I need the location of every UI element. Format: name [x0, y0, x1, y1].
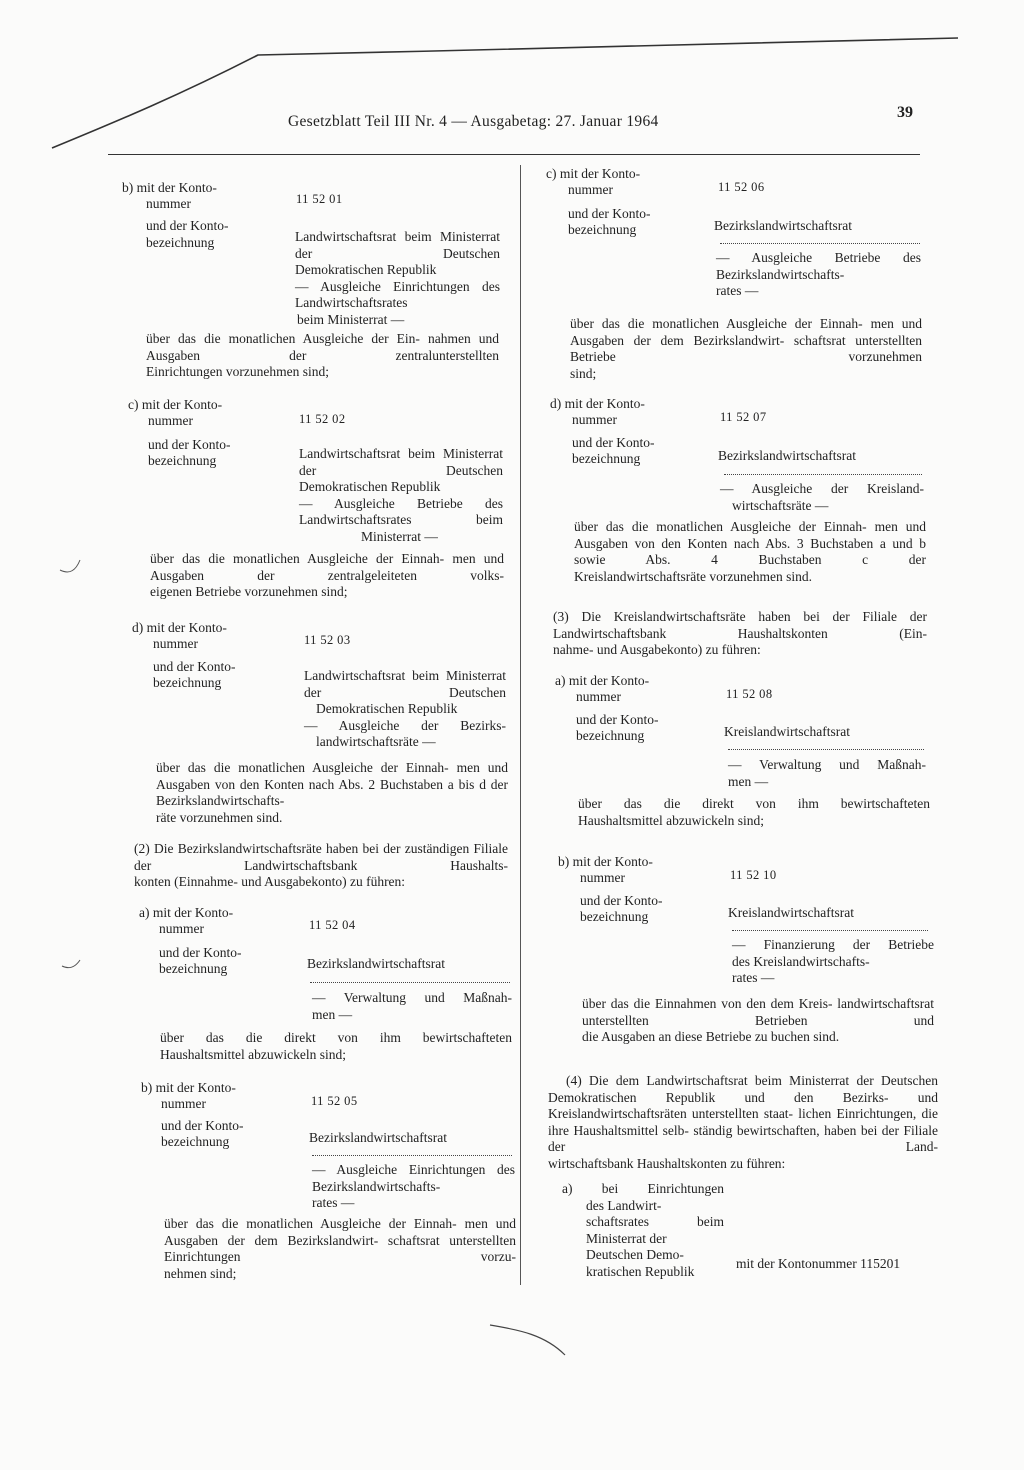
- entry-marker: c) mit der Konto-: [546, 166, 641, 181]
- dotted-placeholder: [310, 982, 510, 983]
- dotted-placeholder: [724, 474, 922, 475]
- entry-label: und der Konto-: [153, 659, 236, 674]
- purpose-text: über das die monatlichen Ausgleiche der Einnah- men und Ausgaben der dem Bezirkslandwirt- schaftsrat unterstellten Einrichtungen vorzu- nehmen sind;: [164, 1216, 517, 1281]
- account-designation: Landwirtschaftsrat beim Ministerrat der Deutschen Demokratischen Republik — Ausgleiche Einrichtungen des Landwirtschaftsrates beim Ministerrat —: [295, 229, 500, 327]
- entry-label: bezeichnung: [576, 728, 645, 743]
- entry-label: nummer: [576, 689, 621, 704]
- entry-label: und der Konto-: [146, 218, 229, 233]
- account-designation-detail: — Ausgleiche Betriebe des Bezirkslandwirtschafts- rates —: [716, 250, 921, 299]
- entry-marker: c) mit der Konto-: [128, 397, 223, 412]
- account-designation-detail: — Verwaltung und Maßnah- men —: [728, 757, 926, 789]
- entry-label: bezeichnung: [159, 961, 228, 976]
- entry-label: und der Konto-: [568, 206, 651, 221]
- account-number: 11 52 03: [304, 633, 351, 647]
- dotted-placeholder: [720, 243, 920, 244]
- entry-label: und der Konto-: [161, 1118, 244, 1133]
- entry-label: und der Konto-: [580, 893, 663, 908]
- account-designation-detail: — Ausgleiche Einrichtungen des Bezirkslandwirtschafts- rates —: [312, 1162, 516, 1211]
- account-designation: Kreislandwirtschaftsrat: [728, 905, 854, 920]
- account-designation: Bezirkslandwirtschaftsrat: [714, 218, 852, 233]
- account-designation-detail: — Verwaltung und Maßnah- men —: [312, 990, 512, 1022]
- paragraph-2: (2) Die Bezirkslandwirtschaftsräte haben bei der zuständigen Filiale der Landwirtschaftsbank Haushalts- konten (Einnahme- und Ausgabekonto) zu führen:: [134, 841, 508, 890]
- account-designation: Landwirtschaftsrat beim Ministerrat der Deutschen Demokratischen Republik — Ausgleiche Betriebe des Landwirtschaftsrates beim Ministerrat —: [299, 446, 503, 544]
- account-number-reference: mit der Kontonummer 115201: [736, 1256, 901, 1271]
- dotted-placeholder: [732, 930, 928, 931]
- account-number: 11 52 02: [299, 412, 346, 426]
- entry-label: bezeichnung: [146, 235, 215, 250]
- entry-label: nummer: [580, 870, 625, 885]
- entry-marker: b) mit der Konto-: [558, 854, 653, 869]
- account-designation: Bezirkslandwirtschaftsrat: [309, 1130, 447, 1145]
- entry-marker: a) mit der Konto-: [139, 905, 234, 920]
- purpose-text: über das die monatlichen Ausgleiche der Einnah- men und Ausgaben von den Konten nach Abs. 2 Buchstaben a bis d der Bezirkslandwirtschafts- räte vorzunehmen sind.: [156, 760, 509, 825]
- entry-marker: d) mit der Konto-: [550, 396, 645, 411]
- entry-label: bezeichnung: [580, 909, 649, 924]
- purpose-text: über das die direkt von ihm bewirtschafteten Haushaltsmittel abzuwickeln sind;: [160, 1030, 512, 1062]
- page-header-title: Gesetzblatt Teil III Nr. 4 — Ausgabetag: 27. Januar 1964: [288, 113, 659, 130]
- entry-marker: b) mit der Konto-: [141, 1080, 236, 1095]
- entry-label: nummer: [153, 636, 198, 651]
- entry-label: bezeichnung: [568, 222, 637, 237]
- entry-label: und der Konto-: [148, 437, 231, 452]
- account-number: 11 52 01: [296, 192, 343, 206]
- purpose-text: über das die monatlichen Ausgleiche der Einnah- men und Ausgaben der dem Bezirkslandwirt- schaftsrat unterstellten Betriebe vorzunehmen sind;: [570, 316, 923, 381]
- account-number: 11 52 06: [718, 180, 765, 194]
- account-number: 11 52 08: [726, 687, 773, 701]
- paragraph-4: (4) Die dem Landwirtschaftsrat beim Ministerrat der Deutschen Demokratischen Republik und den Bezirks- und Kreislandwirtschaftsräten unterstellten staat- lichen Einrichtungen, die ihre Haushaltsmittel selb- ständig bewirtschaften, haben bei der Filiale der Land- wirtschaftsbank Haushaltskonten zu führen:: [548, 1073, 939, 1171]
- entry-label: nummer: [572, 412, 617, 427]
- paragraph-3: (3) Die Kreislandwirtschaftsräte haben bei der Filiale der Landwirtschaftsbank Haushaltskonten (Ein- nahme- und Ausgabekonto) zu führen:: [553, 609, 927, 658]
- purpose-text: über das die Einnahmen von den dem Kreis- landwirtschaftsrat unterstellten Betrieben und die Ausgaben an diese Betriebe zu buchen sind.: [582, 996, 934, 1045]
- entry-label: und der Konto-: [572, 435, 655, 450]
- header-rule: [108, 154, 920, 155]
- entry-marker: b) mit der Konto-: [122, 180, 217, 195]
- entry-label: und der Konto-: [576, 712, 659, 727]
- account-designation-detail: — Finanzierung der Betriebe des Kreislandwirtschafts- rates —: [732, 937, 934, 986]
- account-designation-detail: — Ausgleiche der Kreisland- wirtschaftsräte —: [720, 481, 924, 513]
- entry-label: bezeichnung: [572, 451, 641, 466]
- entry-label: nummer: [568, 182, 613, 197]
- account-designation: Bezirkslandwirtschaftsrat: [718, 448, 856, 463]
- entry-label: nummer: [146, 196, 191, 211]
- account-number: 11 52 07: [720, 410, 767, 424]
- account-number: 11 52 10: [730, 868, 777, 882]
- account-number: 11 52 04: [309, 918, 356, 932]
- entry-label: nummer: [161, 1096, 206, 1111]
- purpose-text: über das die monatlichen Ausgleiche der Ein- nahmen und Ausgaben der zentralunterstellten Einrichtungen vorzunehmen sind;: [146, 331, 499, 380]
- establishment-entry: a) bei Einrichtungen des Landwirt- schaftsrates beim Ministerrat der Deutschen Demo- kratischen Republik: [562, 1181, 724, 1279]
- dotted-placeholder: [728, 749, 924, 750]
- purpose-text: über das die monatlichen Ausgleiche der Einnah- men und Ausgaben von den Konten nach Abs. 3 Buchstaben a und b sowie Abs. 4 Buchstaben c der Kreislandwirtschaftsräte vorzunehmen sind.: [574, 519, 927, 584]
- dotted-placeholder: [312, 1155, 512, 1156]
- account-designation: Bezirkslandwirtschaftsrat: [307, 956, 445, 971]
- account-designation: Landwirtschaftsrat beim Ministerrat der Deutschen Demokratischen Republik — Ausgleiche der Bezirks- landwirtschaftsräte —: [304, 668, 506, 750]
- entry-label: nummer: [159, 921, 204, 936]
- account-designation: Kreislandwirtschaftsrat: [724, 724, 850, 739]
- entry-marker: a) mit der Konto-: [555, 673, 650, 688]
- purpose-text: über das die direkt von ihm bewirtschafteten Haushaltsmittel abzuwickeln sind;: [578, 796, 930, 828]
- entry-label: nummer: [148, 413, 193, 428]
- entry-label: und der Konto-: [159, 945, 242, 960]
- entry-marker: d) mit der Konto-: [132, 620, 227, 635]
- account-number: 11 52 05: [311, 1094, 358, 1108]
- entry-label: bezeichnung: [161, 1134, 230, 1149]
- purpose-text: über das die monatlichen Ausgleiche der Einnah- men und Ausgaben der zentralgeleiteten volks- eigenen Betriebe vorzunehmen sind;: [150, 551, 505, 600]
- entry-label: bezeichnung: [153, 675, 222, 690]
- page-number: 39: [897, 104, 913, 121]
- column-divider: [520, 165, 521, 1285]
- entry-label: bezeichnung: [148, 453, 217, 468]
